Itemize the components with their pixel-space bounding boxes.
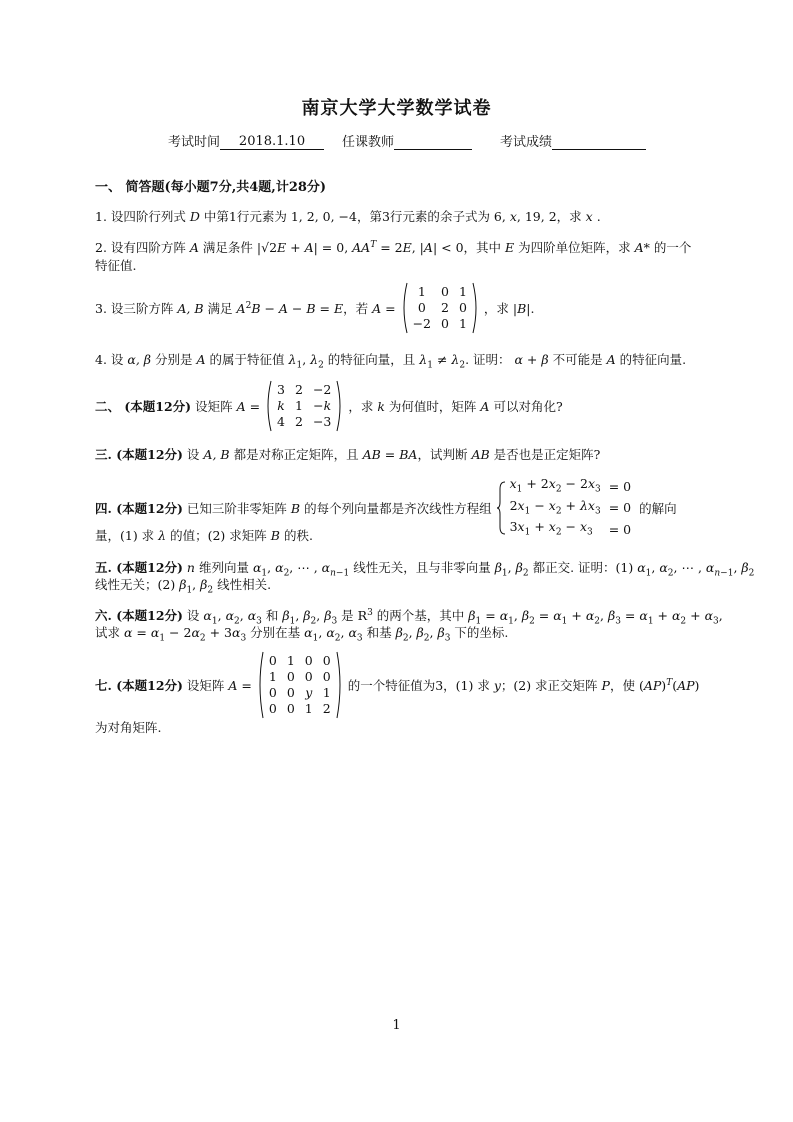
question-1-4: 4. 设 α, β 分别是 A 的属于特征值 $\lambda_1$, $\lambda_2$ 的特征向量，且 $\lambda_1 \ne \lambda_2$. 证明： α + β 不可能是 A 的特征向量.	[95, 352, 687, 371]
section-7-cont: 为对角矩阵.	[95, 720, 162, 735]
score-label: 考试成绩	[500, 135, 553, 150]
matrix-cell: y	[305, 685, 313, 700]
q1-3-text: ，若	[343, 301, 369, 316]
matrix-cell: −2	[312, 382, 332, 397]
section-7: 七. (本题12分) 设矩阵 A = 0 1 0 0 1 0 0 0 0 0 y 1 0 0 1 2 的一个特征值为3，(1) 求 y；(2) 求正交矩阵 P，使 (AP)$^T$(AP)	[95, 651, 699, 719]
s5-text: 线性无关；(2)	[95, 577, 176, 592]
s7-text: 的一个特征值为3，(1) 求	[347, 678, 490, 693]
section-6: 六. (本题12分) 设 $\alpha_1$, $\alpha_2$, $\alpha_3$ 和 $\beta_1$, $\beta_2$, $\beta_3$ 是 $R^3$ 的两个基，其中 $\beta_1 = \alpha_1$, $\beta_2 = \alpha_1 + \alpha_2$, $\beta_3 = \alpha_1 + \alpha_2 + \alpha_3$,	[95, 607, 723, 627]
matrix-cell: 1	[268, 669, 277, 684]
section-3-label: 三. (本题12分)	[95, 447, 183, 462]
section-7-label: 七. (本题12分)	[95, 678, 183, 693]
section-5: 五. (本题12分) n 维列向量 $\alpha_1$, $\alpha_2$, ⋯ , $\alpha_{n-1}$ 线性无关，且与非零向量 $\beta_1$, $\beta_2$ 都正交. 证明：(1) $\alpha_1$, $\alpha_2$, ⋯ , $\alpha_{n-1}$, $\beta_2$	[95, 560, 755, 579]
question-1-2: 2. 设有四阶方阵 A 满足条件 |√2E + A| = 0, $AA^T = 2E$, |A| < 0，其中 E 为四阶单位矩阵，求 A* 的一个	[95, 239, 692, 255]
q1-1-text: ，第3行元素的余子式为	[356, 209, 490, 224]
matrix-cell: 0	[417, 300, 426, 315]
s2-text: 为何值时，矩阵	[388, 399, 477, 414]
matrix-a-s7	[256, 651, 344, 719]
q1-4-text: 分别是	[155, 352, 193, 367]
question-1-3: 3. 设三阶方阵 A, B 满足 $A^2B - A - B = E$，若 A = 1 0 1 0 2 0 −2 0 1 ，求 |B|.	[95, 282, 534, 334]
matrix-cell: −3	[312, 414, 332, 429]
s6-text: 和	[265, 608, 279, 623]
matrix-cell: 1	[458, 284, 467, 299]
matrix-a-q3	[400, 282, 480, 334]
matrix-cell: 4	[277, 414, 285, 429]
s4-text: 量，(1) 求	[95, 528, 155, 543]
q1-4-text: 的属于特征值	[209, 352, 285, 367]
section-4-label: 四. (本题12分)	[95, 501, 183, 517]
matrix-a-s2	[264, 380, 344, 432]
s5-text: 线性无关，且与非零向量	[353, 560, 491, 575]
teacher-blank	[394, 134, 472, 150]
section-6-cont: 试求 $\alpha = \alpha_1 - 2\alpha_2 + 3\alpha_3$ 分别在基 $\alpha_1$, $\alpha_2$, $\alpha_3$ 和基 $\beta_2$, $\beta_2$, $\beta_3$ 下的坐标.	[95, 625, 509, 644]
matrix-cell: −2	[412, 316, 432, 331]
section-5-label: 五. (本题12分)	[95, 560, 183, 575]
s6-text: 和基	[366, 625, 392, 640]
section-6-label: 六. (本题12分)	[95, 608, 183, 623]
matrix-cell: 0	[322, 669, 331, 684]
section-3: 三. (本题12分) 设 A, B 都是对称正定矩阵，且 AB = BA，试判断 AB 是否也是正定矩阵?	[95, 447, 601, 462]
score-blank	[552, 134, 646, 150]
matrix-table	[408, 284, 472, 332]
s5-text: 都正交. 证明：(1)	[532, 560, 634, 575]
s2-text: 可以对角化?	[493, 399, 563, 414]
s6-text: 是	[341, 608, 354, 623]
s4-text: 已知三阶非零矩阵	[186, 501, 287, 517]
q1-3-text: 满足	[207, 301, 233, 316]
q1-4-text: 的特征向量.	[619, 352, 687, 367]
page-title: 南京大学大学数学试卷	[301, 98, 492, 119]
s4-text: 的每个列向量都是齐次线性方程组	[304, 501, 492, 517]
matrix-cell: 0	[458, 300, 467, 315]
matrix-cell: 1	[417, 284, 426, 299]
matrix-cell: 0	[441, 316, 449, 331]
matrix-cell: 0	[441, 284, 449, 299]
q1-1-text: 中第1行元素为	[203, 209, 287, 224]
matrix-cell: 0	[268, 701, 277, 716]
s3-text: 都是对称正定矩阵，且	[233, 447, 359, 462]
matrix-cell: 2	[441, 300, 449, 315]
s5-text: 线性相关.	[217, 577, 272, 592]
question-1-1: 1. 设四阶行列式 D 中第1行元素为 1, 2, 0, −4，第3行元素的余子式为 6, x, 19, 2，求 x .	[95, 209, 601, 224]
q1-2-text: ，其中	[463, 240, 502, 255]
teacher-label: 任课教师	[342, 135, 395, 150]
s4-text: 的秩.	[283, 528, 313, 543]
exam-time-label: 考试时间	[168, 135, 221, 150]
q1-2-text: 为四阶单位矩阵，求	[518, 240, 631, 255]
matrix-cell: 0	[304, 669, 313, 684]
section-4: 四. (本题12分) 已知三阶非零矩阵 B 的每个列向量都是齐次线性方程组 $x_1 + 2x_2 - 2x_3$ = 0 $2x_1 - x_2 + \lambda x_3$ = 0 $3x_1 + x_2 - x_3$ = 0 的解向	[95, 476, 677, 541]
s6-text: 试求	[95, 625, 121, 640]
s7-text: ；(2) 求正交矩阵	[500, 678, 598, 693]
section-4-cont: 量，(1) 求 λ 的值；(2) 求矩阵 B 的秩.	[95, 528, 313, 543]
exam-time	[168, 131, 324, 150]
q1-4-text: 4. 设	[95, 352, 124, 367]
s2-text: 设矩阵	[195, 399, 233, 414]
exam-time-value: 2018.1.10	[220, 134, 324, 150]
q1-1-text: 1. 设四阶行列式	[95, 209, 186, 224]
matrix-cell: 2	[294, 414, 303, 429]
matrix-table	[264, 653, 336, 717]
q1-4-text: . 证明：	[465, 352, 511, 367]
matrix-cell: 1	[304, 701, 313, 716]
matrix-cell: 2	[294, 382, 303, 397]
matrix-cell: 0	[322, 653, 331, 668]
s4-text: 的解向	[639, 501, 677, 517]
matrix-table	[272, 382, 336, 430]
s4-text: 的值；(2) 求矩阵	[170, 528, 267, 543]
matrix-cell: 0	[268, 653, 277, 668]
matrix-cell: 3	[277, 382, 285, 397]
section-1-heading: 一、 简答题(每小题7分,共4题,计28分)	[95, 180, 327, 195]
s3-text: ，试判断	[417, 447, 468, 462]
s5-text: 维列向量	[198, 560, 249, 575]
matrix-cell: 1	[322, 685, 331, 700]
question-1-2-cont: 特征值.	[95, 258, 137, 273]
section-5-cont: 线性无关；(2) $\beta_1$, $\beta_2$ 线性相关.	[95, 577, 272, 596]
matrix-cell: 0	[286, 701, 295, 716]
matrix-cell: 2	[322, 701, 331, 716]
s6-text: 设	[186, 608, 200, 623]
matrix-cell: 0	[286, 685, 295, 700]
q1-2-text: 2. 设有四阶方阵	[95, 240, 186, 255]
matrix-cell: 1	[458, 316, 467, 331]
matrix-cell: 0	[268, 685, 277, 700]
s3-text: 是否也是正定矩阵?	[493, 447, 601, 462]
matrix-cell: 0	[304, 653, 313, 668]
s6-text: 的两个基，其中	[376, 608, 465, 623]
matrix-cell: 0	[286, 669, 295, 684]
q1-2-text: 的一个	[653, 240, 692, 255]
q1-3-text: 3. 设三阶方阵	[95, 301, 174, 316]
matrix-cell: −k	[313, 398, 332, 413]
matrix-cell: k	[277, 398, 285, 413]
s3-text: 设	[186, 447, 200, 462]
section-2-label: 二、 (本题12分)	[95, 399, 192, 414]
s6-text: 下的坐标.	[454, 625, 509, 640]
score	[500, 131, 646, 150]
q1-3-text: ，求	[483, 301, 509, 316]
s6-text: 分别在基	[250, 625, 301, 640]
q1-4-text: 不可能是	[552, 352, 603, 367]
teacher	[342, 131, 472, 150]
matrix-cell: 1	[286, 653, 295, 668]
s7-text: 设矩阵	[186, 678, 225, 693]
s7-text: ，使	[609, 678, 635, 693]
s2-text: ，求	[348, 399, 374, 414]
section-2: 二、 (本题12分) 设矩阵 A = 3 2 −2 k 1 −k 4 2 −3 ，求 k 为何值时，矩阵 A 可以对角化?	[95, 380, 563, 432]
q1-2-text: 满足条件	[202, 240, 253, 255]
q1-4-text: 的特征向量，且	[327, 352, 416, 367]
equation-table: $x_1 + 2x_2 - 2x_3$ = 0 $2x_1 - x_2 + \lambda x_3$ = 0 $3x_1 + x_2 - x_3$ = 0	[509, 476, 632, 538]
page-number: 1	[392, 1018, 401, 1033]
q1-1-text: ，求	[556, 209, 582, 224]
equation-system	[496, 476, 636, 541]
matrix-cell: 1	[294, 398, 303, 413]
